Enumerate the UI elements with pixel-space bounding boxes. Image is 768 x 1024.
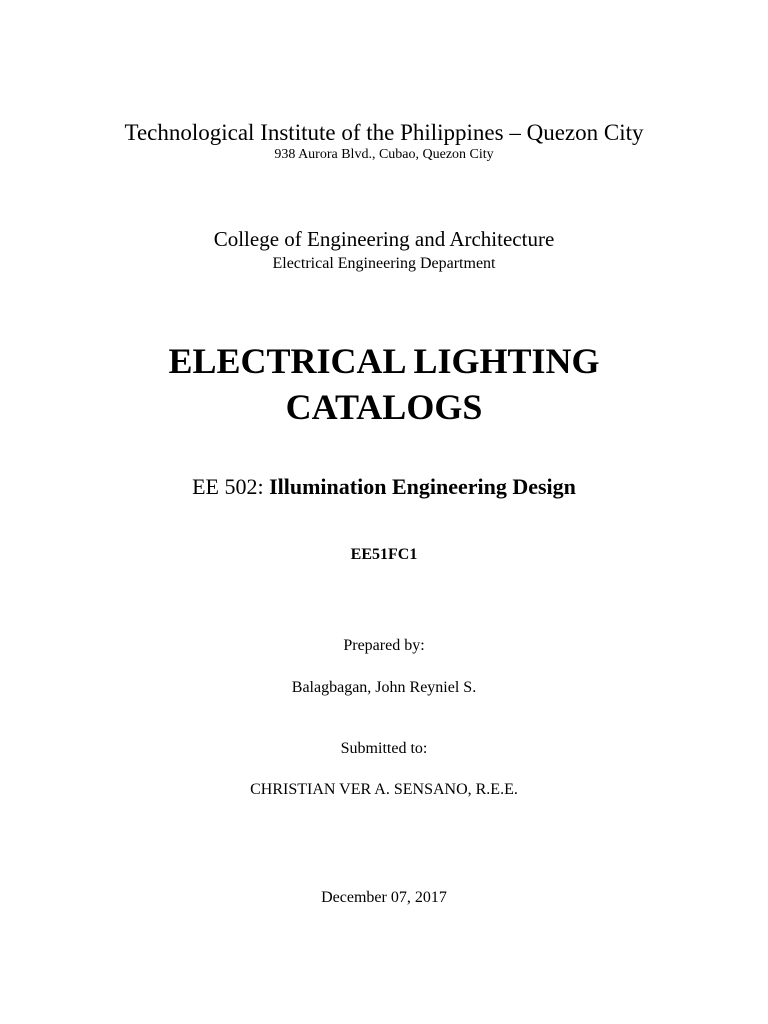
course-line <box>0 476 768 498</box>
submitted-to-name: CHRISTIAN VER A. SENSANO, R.E.E. <box>250 781 518 798</box>
institution-address: 938 Aurora Blvd., Cubao, Quezon City <box>274 147 494 162</box>
prepared-by-name: Balagbagan, John Reyniel S. <box>291 679 477 696</box>
section-code: EE51FC1 <box>350 546 418 563</box>
document-title-line-2: CATALOGS <box>285 387 483 427</box>
submitted-to-label: Submitted to: <box>340 740 428 757</box>
institution-name: Technological Institute of the Philippines – Quezon City <box>124 120 644 145</box>
course-name: Illumination Engineering Design <box>269 474 576 499</box>
document-title-line-1: ELECTRICAL LIGHTING <box>168 341 600 381</box>
department-name: Electrical Engineering Department <box>272 255 496 272</box>
prepared-by-label: Prepared by: <box>343 637 425 654</box>
college-name: College of Engineering and Architecture <box>213 227 555 251</box>
course-code: EE 502: <box>192 474 264 499</box>
document-title <box>0 338 768 430</box>
document-date: December 07, 2017 <box>321 889 447 906</box>
